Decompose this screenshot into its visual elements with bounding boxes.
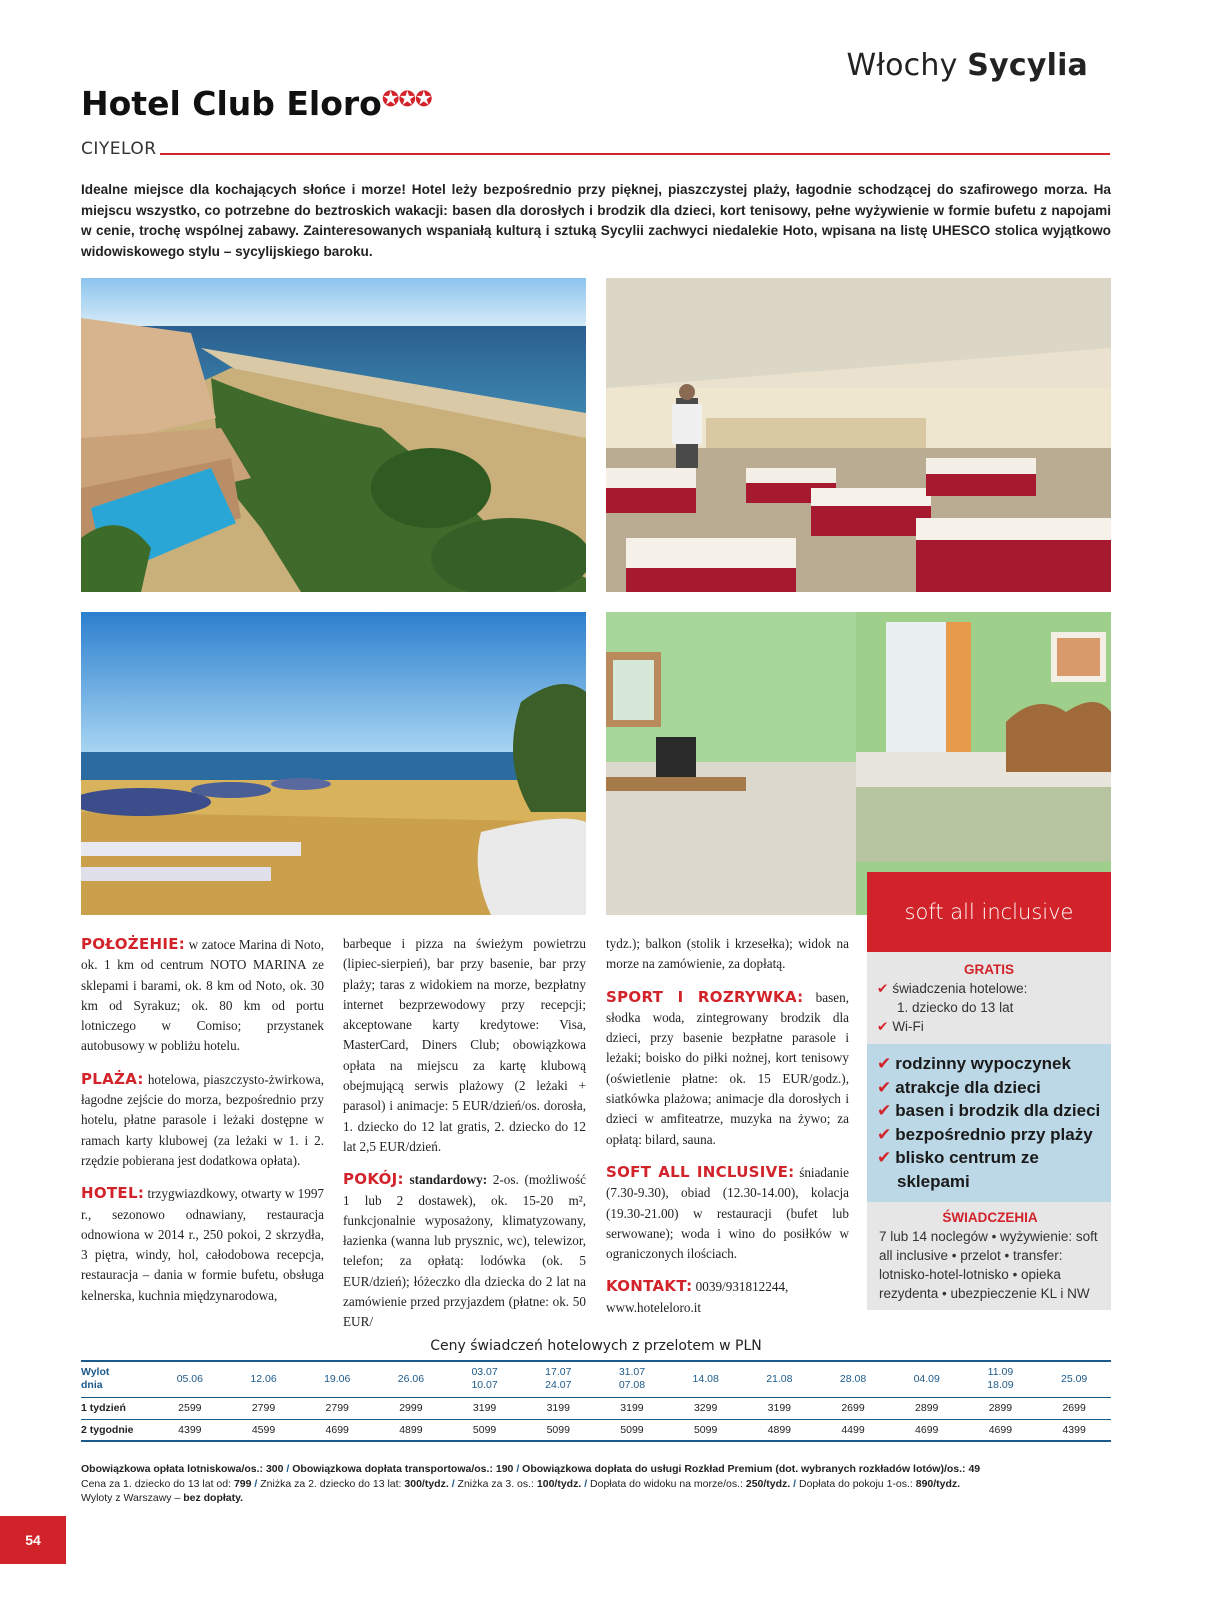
price-cell: 4399 bbox=[1062, 1423, 1086, 1436]
row-label: 1 tydzień bbox=[81, 1402, 126, 1414]
date-cell: 17.07 24.07 bbox=[545, 1366, 572, 1392]
highlights-box bbox=[867, 1044, 1111, 1202]
photo-aerial-beach bbox=[81, 278, 586, 592]
check-icon: ✔ bbox=[877, 1148, 892, 1167]
check-icon: ✔ bbox=[877, 1101, 892, 1120]
section-hotel-continued: barbeque i pizza na świeżym powietrzu (lipiec-sierpień), bar przy basenie, bar przy plaży; taras z widokiem na morze, bezpłatny internet bezprzewodowy przy recepcji; akceptowane karty kredytowe: Visa, MasterCard, Diners Club; obowiązkowa opłata na miejscu za kartę klubową obejmującą serwis plażowy (2 leżaki + parasol) i animacje: 5 EUR/dzień/os. dorosła, 1. dziecko do 12 lat gratis, 2. dziecko do 12 lat 2,5 EUR/dzień. bbox=[343, 936, 586, 1154]
row-label: 2 tygodnie bbox=[81, 1423, 134, 1436]
check-icon: ✔ bbox=[877, 1077, 892, 1097]
gratis-subitem: 1. dziecko do 13 lat bbox=[897, 1000, 1014, 1015]
section-room: POKÓJ: standardowy: 2-os. (możliwość 1 lub 2 dostawek), ok. 15-20 m², funkcjonalnie wyposażony, klimatyzowany, łazienka (wanna lub prysznic, wc), telewizor, telefon; za opłatą: lodówka (ok. 5 EUR/dzień); łóżeczko dla dziecka do 2 lat na zamówienie przed przyjazdem (płatne: ok. 50 EUR/ bbox=[343, 1170, 586, 1330]
date-cell: 14.08 bbox=[692, 1372, 719, 1385]
section-soft-all-inclusive: SOFT ALL INCLUSIVE: śniadanie (7.30-9.30), obiad (12.30-14.00), kolacja (19.30-21.00) w restauracji (bufet lub serwowane); woda i wino do posiłków w ograniczonych ilościach. bbox=[606, 1162, 849, 1262]
price-cell: 3199 bbox=[620, 1402, 644, 1414]
section-room-continued: tydz.); balkon (stolik i krzesełka); widok na morze na zamówienie, za dopłatą. bbox=[606, 936, 849, 972]
price-cell: 5099 bbox=[472, 1423, 497, 1436]
gratis-item: ✔ świadczenia hotelowe: bbox=[877, 981, 1028, 996]
city-name: CIYELOR bbox=[81, 139, 157, 159]
photo-beach bbox=[81, 612, 586, 915]
price-cell: 2599 bbox=[178, 1402, 202, 1414]
highlight-item: ✔ blisko centrum ze sklepami bbox=[877, 1148, 1039, 1191]
star-rating-icon: ✪✪✪ bbox=[381, 87, 432, 111]
price-cell: 2899 bbox=[915, 1402, 939, 1414]
price-cell: 5099 bbox=[620, 1423, 644, 1436]
price-cell: 3199 bbox=[546, 1402, 570, 1414]
header-divider bbox=[160, 153, 1110, 155]
region-title: Włochy Sycylia bbox=[846, 48, 1088, 83]
price-cell: 4699 bbox=[915, 1423, 939, 1436]
price-cell: 4399 bbox=[178, 1423, 202, 1436]
gratis-item: ✔ Wi-Fi bbox=[877, 1019, 924, 1034]
price-cell: 5099 bbox=[546, 1423, 570, 1436]
section-hotel: HOTEL: trzygwiazdkowy, otwarty w 1997 r., sezonowo odnawiany, restauracja odnowiona w 2014 r., 250 pokoi, 2 skrzydła, 3 piętra, windy, hol, całodobowa recepcja, restauracja – dania w formie bufetu, obsługa kelnerska, kuchnia międzynarodowa, bbox=[81, 1184, 325, 1303]
photo-restaurant bbox=[606, 278, 1111, 592]
highlight-item: ✔ basen i brodzik dla dzieci bbox=[877, 1101, 1101, 1120]
date-cell: 04.09 bbox=[913, 1372, 940, 1385]
check-icon: ✔ bbox=[877, 1054, 892, 1073]
highlight-item: ✔ atrakcje dla dzieci bbox=[877, 1077, 1041, 1097]
notes-line-3: Wyloty z Warszawy – bez dopłaty. bbox=[81, 1492, 244, 1504]
price-cell: 2699 bbox=[1062, 1402, 1086, 1414]
price-cell: 2799 bbox=[251, 1402, 276, 1414]
highlight-item: ✔ bezpośrednio przy plaży bbox=[877, 1124, 1093, 1144]
photo-room bbox=[606, 612, 1111, 915]
services-box bbox=[867, 1202, 1111, 1310]
price-cell: 2999 bbox=[399, 1402, 423, 1414]
notes-line-2: Cena za 1. dziecko do 13 lat od: 799 / Zniżka za 2. dziecko do 13 lat: 300/tydz. / Zniżka za 3. os.: 100/tydz. / Dopłata do widoku na morze/os.: 250/tydz. / Dopłata do pokoju 1-os.: 890/tydz. bbox=[81, 1477, 961, 1490]
hotel-title: Hotel Club Eloro✪✪✪ bbox=[81, 84, 432, 123]
date-cell: 19.06 bbox=[324, 1372, 351, 1385]
price-cell: 3199 bbox=[472, 1402, 497, 1414]
date-cell: 31.07 07.08 bbox=[618, 1366, 646, 1392]
column-2 bbox=[343, 934, 586, 1345]
gratis-box bbox=[867, 952, 1111, 1044]
price-cell: 2699 bbox=[841, 1402, 865, 1414]
price-table-header bbox=[81, 1361, 1111, 1397]
date-cell: 03.07 10.07 bbox=[471, 1366, 498, 1392]
price-notes bbox=[81, 1462, 1111, 1506]
section-sport: SPORT I ROZRYWKA: basen, słodka woda, zintegrowany brodzik dla dzieci, przy basenie bezpłatne parasole i leżaki; boisko do piłki nożnej, kort tenisowy (oświetlenie płatne: ok. 15 EUR/godz.), siatkówka plażowa; animacje dla dorosłych i dzieci w amfiteatrze, muzyka na żywo; za opłatą: bilard, sauna. bbox=[606, 987, 849, 1147]
price-cell: 2799 bbox=[325, 1402, 349, 1414]
board-type-banner: soft all inclusive bbox=[867, 872, 1111, 952]
price-cell: 4899 bbox=[767, 1423, 792, 1436]
section-beach: PLAŻA: hotelowa, piaszczysto-żwirkowa, łagodne zejście do morza, bezpośrednio przy hotelu, płatne parasole i leżaki dostępne w ramach karty klubowej (za leżaki w 1. i 2. rzędzie pobierana jest dodatkowa opłata). bbox=[81, 1069, 324, 1168]
gratis-label: GRATIS bbox=[964, 962, 1014, 977]
date-cell: 05.06 bbox=[176, 1372, 203, 1385]
price-cell: 4599 bbox=[251, 1423, 276, 1436]
intro-paragraph: Idealne miejsce dla kochających słońce i morze! Hotel leży bezpośrednio przy pięknej, piaszczystej plaży, łagodnie schodzącej do szafirowego morza. Ha miejscu wszystko, co potrzebne do beztroskich wakacji: basen dla dorosłych i brodzik dla dzieci, kort tenisowy, pełne wyżywienie w formie bufetu z napojami w cenie, trochę wspólnej zabawy. Zainteresowanych wspaniałą kulturą i sztuką Sycylii zachwyci niedalekie Hoto, wpisana na listę UHESCO stolica wyjątkowo widowiskowego stylu – sycylijskiego baroku. bbox=[81, 182, 1111, 259]
price-cell: 4499 bbox=[841, 1423, 865, 1436]
price-cell: 3299 bbox=[693, 1402, 718, 1414]
departure-label: Wylot dnia bbox=[81, 1366, 110, 1392]
check-icon: ✔ bbox=[877, 981, 889, 996]
services-text: 7 lub 14 noclegów • wyżywienie: soft all inclusive • przelot • transfer: lotnisko-hotel-lotnisko • opieka rezydenta • ubezpieczenie KL i NW bbox=[879, 1229, 1098, 1301]
website-link[interactable]: www.hoteleloro.it bbox=[606, 1299, 702, 1315]
price-table-title: Ceny świadczeń hotelowych z przelotem w PLN bbox=[430, 1338, 762, 1354]
price-cell: 4899 bbox=[399, 1423, 423, 1436]
section-contact: KONTAKT: 0039/931812244, www.hoteleloro.it bbox=[606, 1277, 789, 1315]
date-cell: 28.08 bbox=[839, 1372, 867, 1385]
services-label: ŚWIADCZEHIA bbox=[942, 1210, 1038, 1225]
price-row-1-week bbox=[81, 1397, 1111, 1419]
price-cell: 2899 bbox=[988, 1402, 1013, 1414]
check-icon: ✔ bbox=[877, 1019, 889, 1034]
date-cell: 12.06 bbox=[250, 1372, 277, 1385]
section-location: POŁOŻEHIE: w zatoce Marina di Noto, ok. 1 km od centrum NOTO MARINA ze sklepami i barami, ok. 8 km od Noto, ok. 30 km od Syrakuz; ok. 80 km od portu lotniczego w Comiso; przystanek autobusowy w pobliżu hotelu. bbox=[81, 935, 324, 1054]
highlight-item: ✔ rodzinny wypoczynek bbox=[877, 1054, 1071, 1073]
check-icon: ✔ bbox=[877, 1124, 892, 1144]
date-cell: 11.09 18.09 bbox=[987, 1366, 1014, 1392]
date-cell: 26.06 bbox=[397, 1372, 425, 1385]
price-cell: 4699 bbox=[325, 1423, 349, 1436]
column-3 bbox=[606, 934, 849, 1330]
notes-line-1: Obowiązkowa opłata lotniskowa/os.: 300 / Obowiązkowa dopłata transportowa/os.: 190 / Obowiązkowa dopłata do usługi Rozkład Premium (dot. wybranych rozkładów lotów)/os.: 49 bbox=[81, 1463, 981, 1475]
price-cell: 3199 bbox=[767, 1402, 792, 1414]
price-table bbox=[81, 1360, 1111, 1442]
date-cell: 25.09 bbox=[1060, 1372, 1088, 1385]
column-1 bbox=[81, 934, 324, 1318]
price-cell: 4699 bbox=[988, 1423, 1013, 1436]
price-row-2-weeks bbox=[81, 1419, 1111, 1441]
price-cell: 5099 bbox=[693, 1423, 718, 1436]
page-number: 54 bbox=[0, 1516, 66, 1564]
date-cell: 21.08 bbox=[766, 1372, 793, 1385]
